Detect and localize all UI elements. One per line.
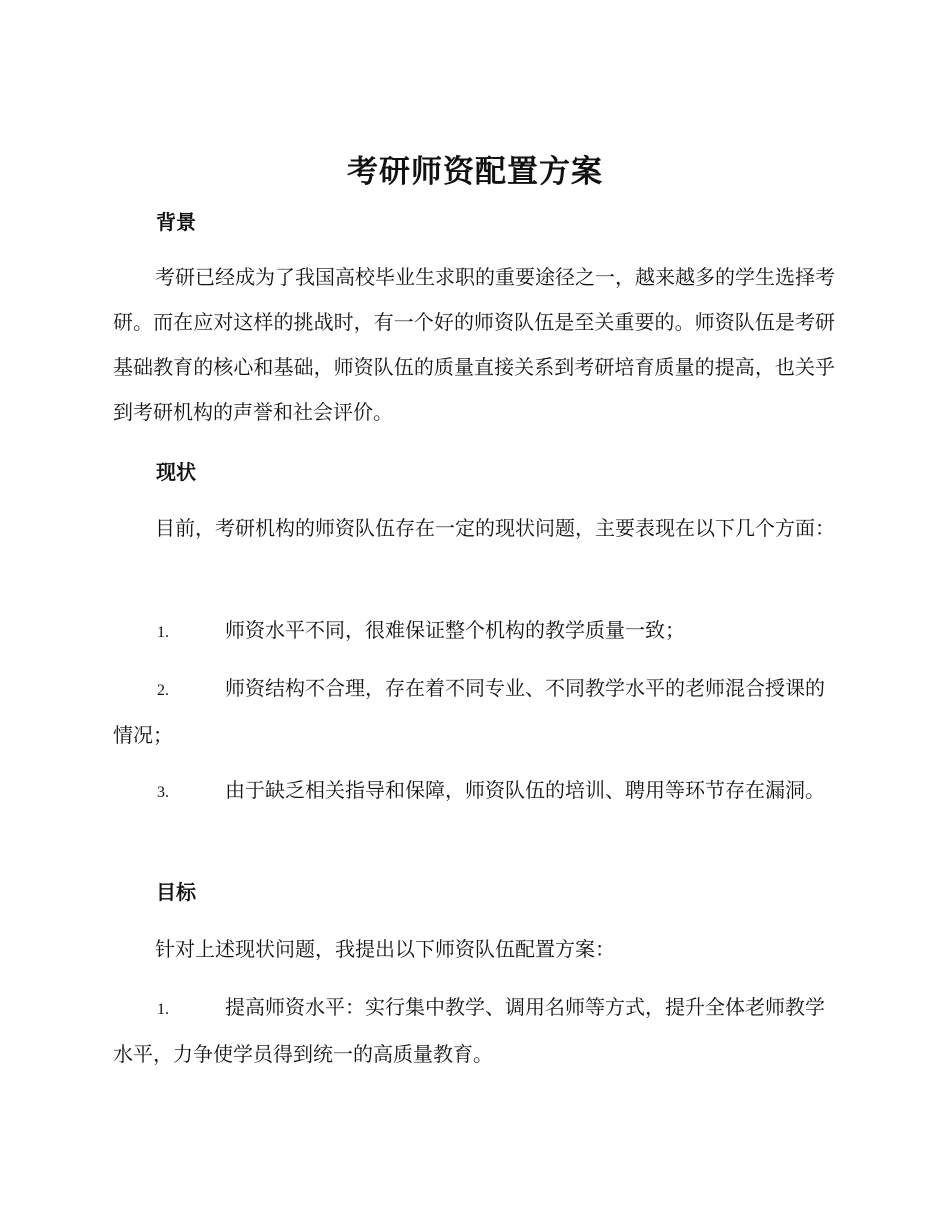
list-item-text: 提高师资水平：实行集中教学、调用名师等方式，提升全体老师教学水平，力争使学员得到统一的高质量教育。 [113,995,825,1066]
section-heading-background: 背景 [156,210,196,234]
status-list-item [113,768,835,815]
list-number: 1. [157,1001,169,1018]
list-item-text: 师资结构不合理，存在着不同专业、不同教学水平的老师混合授课的情况； [113,676,825,747]
status-list-item [113,608,835,655]
goal-intro-paragraph: 针对上述现状问题，我提出以下师资队伍配置方案： [155,937,615,961]
status-intro-paragraph: 目前，考研机构的师资队伍存在一定的现状问题，主要表现在以下几个方面： [155,516,835,540]
background-paragraph: 考研已经成为了我国高校毕业生求职的重要途径之一，越来越多的学生选择考研。而在应对这样的挑战时，有一个好的师资队伍是至关重要的。师资队伍是考研基础教育的核心和基础，师资队伍的质量直接关系到考研培育质量的提高，也关乎到考研机构的声誉和社会评价。 [113,265,835,424]
section-heading-status: 现状 [156,460,196,484]
list-item-text: 由于缺乏相关指导和保障，师资队伍的培训、聘用等环节存在漏洞。 [225,778,825,802]
document-title: 考研师资配置方案 [347,154,603,190]
list-number: 2. [157,682,169,699]
goal-list-item [113,985,835,1077]
list-number: 3. [157,784,169,801]
status-list-item [113,666,835,758]
section-heading-goal: 目标 [156,880,196,904]
list-number: 1. [157,624,169,641]
list-item-text: 师资水平不同，很难保证整个机构的教学质量一致； [225,618,685,642]
